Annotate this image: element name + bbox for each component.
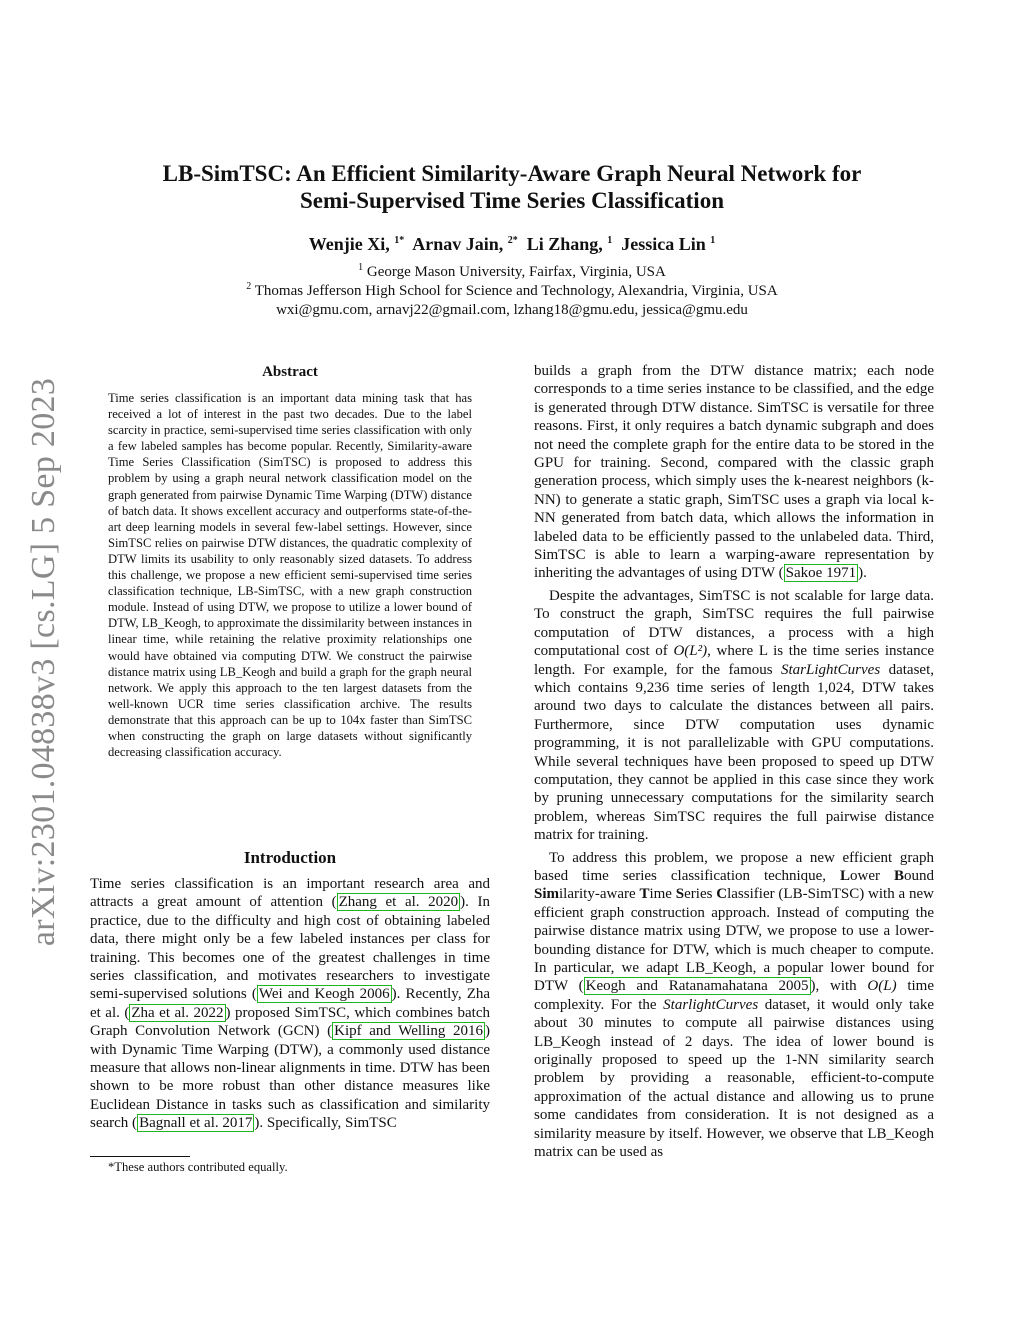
citation-link[interactable]: Keogh and Ratanamahatana 2005 — [585, 978, 809, 995]
paragraph — [90, 875, 490, 1133]
paragraph — [534, 849, 934, 1162]
dataset-name: StarLightCurves — [781, 661, 881, 678]
author-mark: 1 — [607, 235, 613, 246]
title-line-2: Semi-Supervised Time Series Classification — [299, 188, 724, 213]
paper-title — [90, 160, 934, 214]
text-run: lassifier (LB-SimTSC) with a new efficient graph construction approach. Instead of computing the pairwise distance matrix using DTW, we propose to use a lower-bounding distance for DTW, which is much cheaper to compute. In particular, we adapt LB_Keogh, a popular lower bound for DTW ( — [534, 886, 934, 995]
author-emails: wxi@gmu.com, arnavj22@gmail.com, lzhang18@gmu.edu, jessica@gmu.edu — [276, 302, 748, 318]
citation-link[interactable]: Zhang et al. 2020 — [338, 894, 459, 911]
math-expression: O(L) — [867, 978, 897, 995]
acronym-letter: Sim — [534, 886, 560, 903]
right-column-body — [534, 362, 934, 1161]
author-mark: 2* — [507, 235, 518, 246]
affiliation-text: George Mason University, Fairfax, Virginia, USA — [366, 264, 666, 280]
text-run: ). Recently, Zha et al. ( — [90, 986, 491, 1021]
title-line-1: LB-SimTSC: An Efficient Similarity-Aware Graph Neural Network for — [162, 161, 862, 186]
text-run: ) proposed SimTSC, which combines batch Graph Convolution Network (GCN) ( — [90, 1004, 490, 1040]
text-run: To address this problem, we propose a new efficient graph based time series classification technique, — [534, 849, 934, 884]
introduction-body — [90, 875, 490, 1133]
text-run: time complexity. For the — [534, 978, 934, 1013]
text-run: ound — [903, 867, 934, 884]
text-run: , where L is the time series instance length. For example, for the famous — [534, 643, 934, 678]
arxiv-id: arXiv:2301.04838v3 [cs.LG] 5 Sep 2023 — [25, 377, 62, 947]
author-mark: 1 — [710, 235, 716, 246]
affiliation-mark: 2 — [246, 281, 252, 292]
author: Arnav Jain, — [412, 234, 504, 254]
citation-link[interactable]: Kipf and Welling 2016 — [334, 1023, 483, 1040]
introduction-heading: Introduction — [243, 848, 337, 867]
affiliation — [90, 263, 934, 282]
author: Jessica Lin — [621, 234, 706, 254]
citation-link[interactable]: Zha et al. 2022 — [131, 1004, 224, 1021]
text-run: ). — [858, 565, 867, 582]
abstract-heading: Abstract — [262, 364, 318, 380]
citation-link[interactable]: Sakoe 1971 — [785, 565, 857, 582]
math-expression: O(L²) — [673, 643, 708, 660]
footnote: *These authors contributed equally. — [108, 1160, 288, 1174]
author-list — [90, 234, 934, 255]
author: Wenjie Xi, — [308, 234, 390, 254]
citation-link[interactable]: Wei and Keogh 2006 — [258, 986, 390, 1003]
affiliations — [90, 263, 934, 320]
affiliation-text: Thomas Jefferson High School for Science and Technology, Alexandria, Virginia, USA — [254, 283, 778, 299]
text-run: ime — [649, 886, 676, 903]
text-run: ) with Dynamic Time Warping (DTW), a commonly used distance measure that allows non-linear alignments in time. DTW has been shown to be more robust than other distance measures like Euclidean Distance in tasks such as classification and similarity search ( — [90, 1023, 490, 1132]
affiliation — [90, 282, 934, 301]
text-run: ower — [850, 867, 894, 884]
author-mark: 1* — [394, 235, 405, 246]
text-run: Time series classification is an important research area and attracts a great amount of attention ( — [90, 876, 490, 911]
footnote-rule — [90, 1156, 190, 1157]
paragraph — [534, 362, 934, 583]
text-run: Despite the advantages, SimTSC is not scalable for large data. To construct the graph, SimTSC requires the full pairwise computation of DTW distances, a process with a high computational cost of — [534, 587, 934, 660]
acronym-letter: T — [639, 886, 650, 903]
text-run: dataset, which contains 9,236 time series of length 1,024, DTW takes around two days to calculate the distances between all pairs. Furthermore, since DTW computation uses dynamic programming, it is not parallelizable with GPU computations. While several techniques have been proposed to speed up DTW computation, they cannot be applied in this case since they work by pruning unnecessary computations for the similarity search problem, whereas SimTSC requires the full pairwise distance matrix for training. — [534, 661, 934, 844]
text-run: ). Specifically, SimTSC — [254, 1115, 397, 1132]
acronym-letter: S — [675, 886, 685, 903]
citation-link[interactable]: Bagnall et al. 2017 — [139, 1115, 253, 1132]
author: Li Zhang, — [526, 234, 603, 254]
abstract-body: Time series classification is an important data mining task that has received a lot of interest in the past two decades. Due to the label scarcity in practice, semi-supervised time series classification with only a few labeled samples has become popular. Recently, Similarity-aware Time Series Classification (SimTSC) is proposed to address this problem by using a graph neural network classification model on the graph generated from pairwise Dynamic Time Warping (DTW) distance of batch data. It shows excellent accuracy and outperforms state-of-the-art deep learning models in several few-label settings. However, since SimTSC relies on pairwise DTW distances, the quadratic complexity of DTW limits its usability to only reasonably sized datasets. To address this challenge, we propose a new efficient semi-supervised time series classification technique, LB-SimTSC, with a new graph construction module. Instead of using DTW, we propose to utilize a lower bound of DTW, LB_Keogh, to approximate the dissimilarity between instances in linear time, while retaining the relative proximity relationships one would have obtained via computing DTW. We construct the pairwise distance matrix using LB_Keogh and build a graph for the graph neural network. We apply this approach to the ten largest datasets from the well-known UCR time series classification archive. The results demonstrate that this approach can be up to 104x faster than SimTSC when constructing the graph on large datasets without significantly decreasing classification accuracy. — [108, 391, 472, 760]
dataset-name: StarlightCurves — [663, 996, 759, 1013]
acronym-letter: C — [716, 886, 728, 903]
paragraph — [534, 587, 934, 845]
text-run: ). In practice, due to the difficulty and high cost of obtaining labeled data, there might only be a few labeled instances per class for training. This becomes one of the greatest challenges in time series classification, and motivates researchers to investigate semi-supervised solutions ( — [90, 894, 490, 1003]
acronym-letter: B — [893, 867, 904, 884]
text-run: eries — [684, 886, 717, 903]
arxiv-sidebar-stamp — [14, 352, 74, 972]
text-run: builds a graph from the DTW distance matrix; each node corresponds to a time series instance to be classified, and the edge is generated through DTW distance. SimTSC is versatile for three reasons. First, it only requires a batch dynamic subgraph and does not need the complete graph for the entire data to be stored in the GPU for training. Second, compared with the classic graph generation process, which simply uses the k-nearest neighbors (k-NN) to generate a static graph, SimTSC uses a graph via local k-NN generated from batch data, which allows the information in labeled data to be efficiently passed to the unlabeled data. Third, SimTSC is able to learn a warping-aware representation by inheriting the advantages of using DTW ( — [534, 363, 934, 582]
text-run: ), with — [810, 978, 868, 995]
text-run: ilarity-aware — [559, 886, 640, 903]
acronym-letter: L — [840, 867, 851, 884]
text-run: dataset, it would only take about 30 minutes to compute all pairwise distances using LB_Keogh instead of 2 days. The idea of lower bound is originally proposed to speed up the 1-NN similarity search problem by providing a reasonable, efficient-to-compute approximation of the actual distance and allowing us to prune some candidates from consideration. It is not designed as a similarity measure by itself. However, we observe that LB_Keogh matrix can be used as — [534, 996, 934, 1161]
affiliation-mark: 1 — [358, 262, 364, 273]
